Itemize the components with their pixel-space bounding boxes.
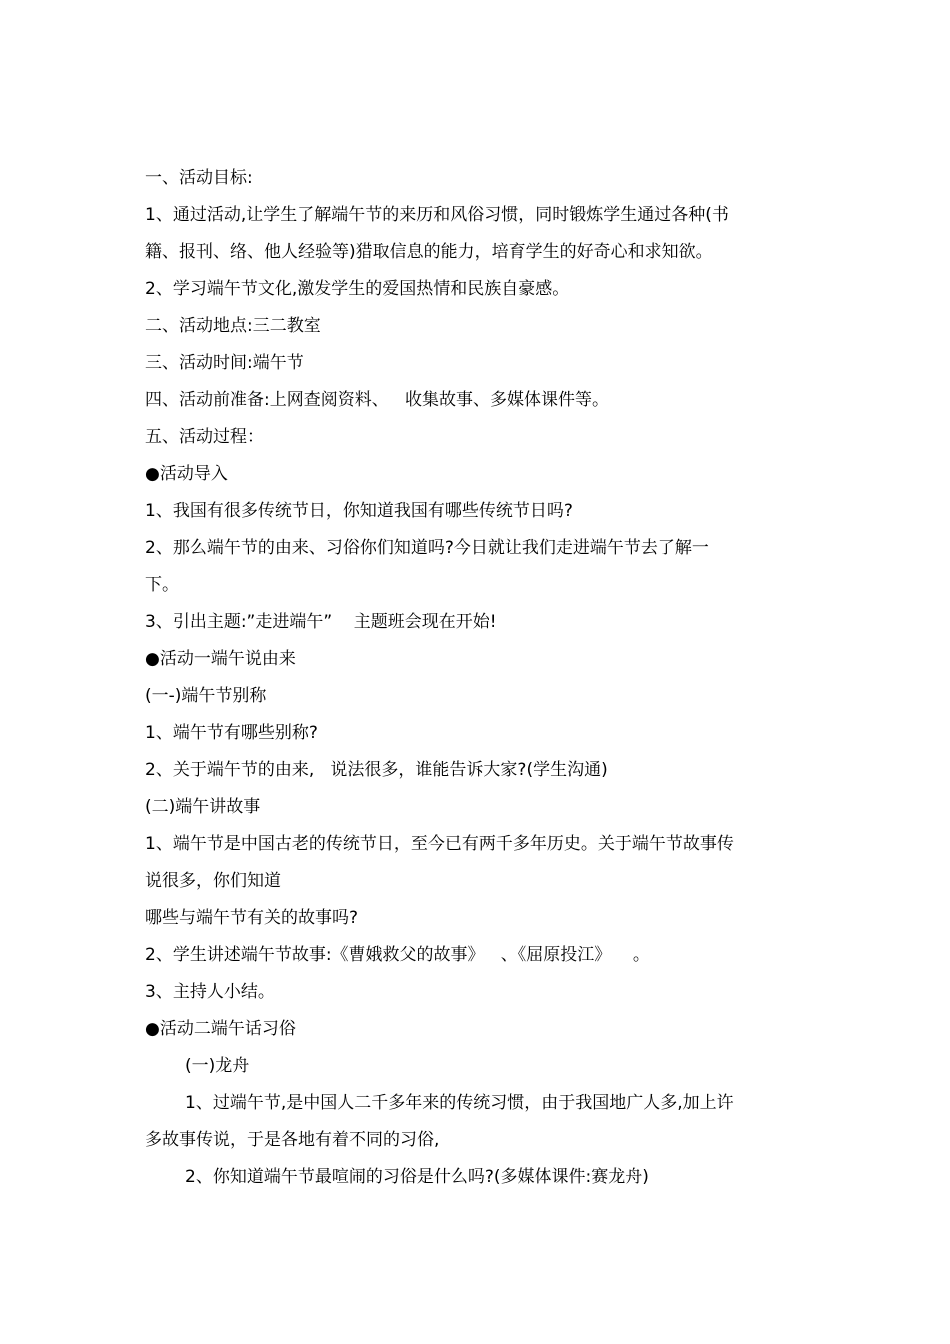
heading-location: 二、活动地点:三二教室	[145, 316, 321, 336]
paragraph-line: 1、我国有很多传统节日，你知道我国有哪些传统节日吗?	[145, 501, 573, 521]
section-activity-one: ●活动一端午说由来	[145, 649, 296, 669]
paragraph-line: 2、关于端午节的由来, 说法很多，谁能告诉大家?(学生沟通)	[145, 760, 608, 780]
paragraph-line: 说很多，你们知道	[145, 871, 281, 891]
subsection-heading: (二)端午讲故事	[145, 797, 261, 817]
paragraph-line: 2、学习端午节文化,激发学生的爱国热情和民族自豪感。	[145, 279, 570, 299]
heading-time: 三、活动时间:端午节	[145, 353, 304, 373]
paragraph-line: 3、引出主题:”走进端午” 主题班会现在开始!	[145, 612, 497, 632]
paragraph-line: 2、学生讲述端午节故事:《曹娥救父的故事》 、《屈原投江》 。	[145, 945, 650, 965]
paragraph-line: 籍、报刊、络、他人经验等)猎取信息的能力，培育学生的好奇心和求知欲。	[145, 242, 713, 262]
paragraph-line: 1、端午节有哪些别称?	[145, 723, 318, 743]
paragraph-line: 1、通过活动,让学生了解端午节的来历和风俗习惯，同时锻炼学生通过各种(书	[145, 205, 729, 225]
subsection-heading: (一-)端午节别称	[145, 686, 267, 706]
section-activity-two: ●活动二端午话习俗	[145, 1019, 296, 1039]
paragraph-line: 3、主持人小结。	[145, 982, 275, 1002]
paragraph-line: 2、你知道端午节最喧闹的习俗是什么吗?(多媒体课件:赛龙舟)	[185, 1167, 649, 1187]
paragraph-line: 哪些与端午节有关的故事吗?	[145, 908, 359, 928]
paragraph-line: 1、端午节是中国古老的传统节日，至今已有两千多年历史。关于端午节故事传	[145, 834, 734, 854]
paragraph-line: 1、过端午节,是中国人二千多年来的传统习惯，由于我国地广人多,加上许	[185, 1093, 734, 1113]
heading-goals: 一、活动目标:	[145, 168, 253, 188]
document-body	[145, 160, 815, 1196]
heading-process: 五、活动过程：	[145, 427, 264, 447]
section-intro: ●活动导入	[145, 464, 228, 484]
subsection-heading: (一)龙舟	[185, 1056, 250, 1076]
paragraph-line: 下。	[145, 575, 179, 595]
paragraph-line: 2、那么端午节的由来、习俗你们知道吗?今日就让我们走进端午节去了解一	[145, 538, 709, 558]
paragraph-line: 多故事传说，于是各地有着不同的习俗,	[145, 1130, 440, 1150]
heading-preparation: 四、活动前准备:上网查阅资料、 收集故事、多媒体课件等。	[145, 390, 609, 410]
